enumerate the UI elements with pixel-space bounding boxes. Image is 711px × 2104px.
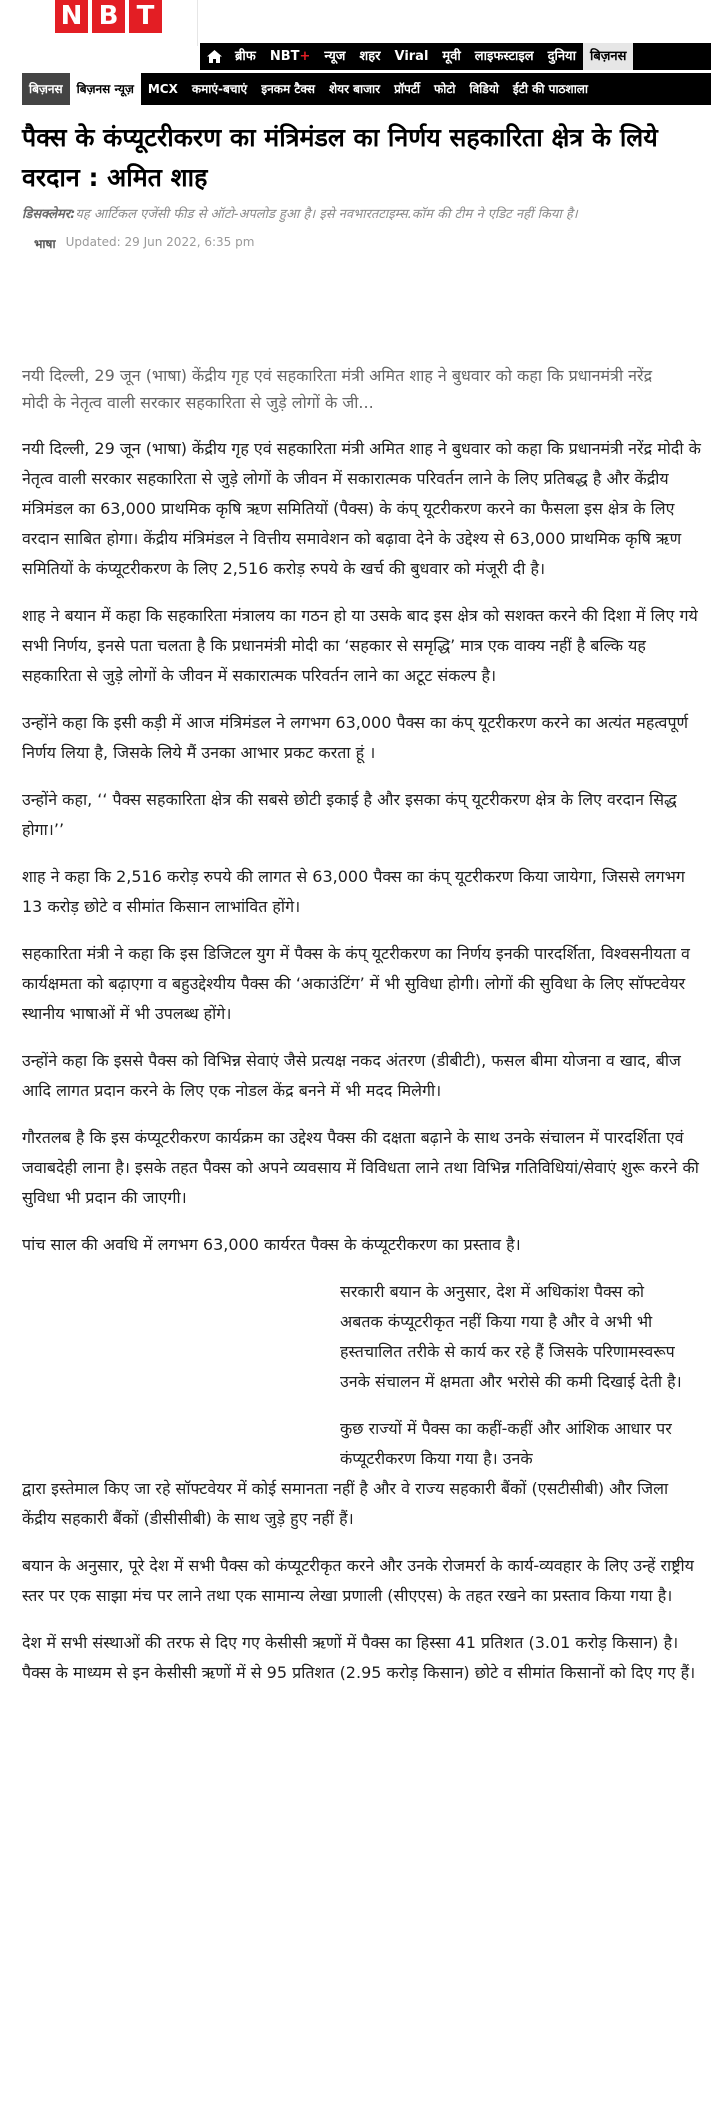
logo-letter: N [55,0,88,33]
article-paragraph: उन्होंने कहा, ‘‘ पैक्स सहकारिता क्षेत्र की सबसे छोटी इकाई है और इसका कंप् यूटरीकरण क्षेत्र के लिए वरदान सिद्ध होगा।’’ [22,790,677,839]
article-paragraph: उन्होंने कहा कि इससे पैक्स को विभिन्न सेवाएं जैसे प्रत्यक्ष नकद अंतरण (डीबीटी), फसल बीमा योजना व खाद, बीज आदि लागत प्रदान करने के लिए एक नोडल केंद्र बनने में भी मदद मिलेगी। [22,1051,681,1100]
article-paragraph: उन्होंने कहा कि इसी कड़ी में आज मंत्रिमंडल ने लगभग 63,000 पैक्स का कंप् यूटरीकरण करने का अत्यंत महत्वपूर्ण निर्णय लिया है, जिसके लिये मैं उनका आभार प्रकट करता हूं । [22,713,689,762]
logo-letter: T [129,0,162,33]
disclaimer-text: यह आर्टिकल एजेंसी फीड से ऑटो-अपलोड हुआ है। इसे नवभारतटाइम्स.कॉम की टीम ने एडिट नहीं किया है। [75,207,578,222]
article-paragraph: गौरतलब है कि इस कंप्यूटरीकरण कार्यक्रम का उद्देश्य पैक्स की दक्षता बढ़ाने के साथ उनके संचालन में पारदर्शिता एवं जवाबदेही लाना है। इसके तहत पैक्स को अपने व्यवसाय में विविधता लाने तथा विभिन्न गतिविधियां/सेवाएं शुरू करने की सुविधा भी प्रदान की जाएगी। [22,1128,699,1207]
subnav-item-photo[interactable]: फोटो [433,82,456,96]
updated-date: Updated: 29 Jun 2022, 6:35 pm [65,235,255,249]
nav-item-world[interactable]: दुनिया [547,49,576,64]
article-body [22,434,702,1705]
subnav-item-earn-save[interactable]: कमाएं-बचाएं [191,82,248,96]
subnav-item-income-tax[interactable]: इनकम टैक्स [261,82,315,96]
subnav-item-share-market[interactable]: शेयर बाजार [328,82,381,96]
nav-item-business[interactable]: बिज़नस [583,43,633,70]
article-paragraph: देश में सभी संस्थाओं की तरफ से दिए गए केसीसी ऋणों में पैक्स का हिस्सा 41 प्रतिशत (3.01 करोड़ किसान) है। पैक्स के माध्यम से इन केसीसी ऋणों में से 95 प्रतिशत (2.95 करोड़ किसान) छोटे व सीमांत किसानों को दिए गए हैं। [22,1633,696,1682]
byline [22,235,697,252]
nav-item-brief[interactable]: ब्रीफ [235,49,256,64]
masthead [0,0,711,70]
plus-icon: + [299,49,311,64]
disclaimer [22,204,677,225]
article-paragraph: बयान के अनुसार, पूरे देश में सभी पैक्स को कंप्यूटरीकृत करने और उनके रोजमर्रा के कार्य-व्यवहार के लिए उन्हें राष्ट्रीय स्तर पर एक साझा मंच पर लाने तथा एक सामान्य लेखा प्रणाली (सीएएस) के तहत रखने का प्रस्ताव किया गया है। [22,1556,694,1605]
article-paragraph: सहकारिता मंत्री ने कहा कि इस डिजिटल युग में पैक्स के कंप् यूटरीकरण का निर्णय इनकी पारदर्शिता, विश्वसनीयता व कार्यक्षमता को बढ़ाएगा व बहुउद्देश्यीय पैक्स की ‘अकाउंटिंग’ में भी सुविधा होगी। लोगों की सुविधा के लिए सॉफ्टवेयर स्थानीय भाषाओं में भी उपलब्ध होंगे। [22,944,690,1023]
article-header [22,118,697,252]
nav-item-city[interactable]: शहर [359,49,381,64]
nbt-plus-label: NBT [269,49,300,64]
article-summary: नयी दिल्ली, 29 जून (भाषा) केंद्रीय गृह एवं सहकारिता मंत्री अमित शाह ने बुधवार को कहा कि प्रधानमंत्री नरेंद्र मोदी के नेतृत्व वाली सरकार सहकारिता से जुड़े लोगों के जी... [22,366,653,412]
subnav-item-video[interactable]: विडियो [469,82,499,96]
nav-item-movie[interactable]: मूवी [442,49,461,64]
primary-nav [200,43,711,70]
logo-letter: B [92,0,125,33]
article-paragraph: पांच साल की अवधि में लगभग 63,000 कार्यरत पैक्स के कंप्यूटरीकरण का प्रस्ताव है। [22,1235,521,1254]
logo-container [0,0,198,46]
article-paragraph-wrapped: सरकारी बयान के अनुसार, देश में अधिकांश पैक्स को अबतक कंप्यूटरीकृत नहीं किया गया है और वे अभी भी हस्तचालित तरीके से कार्य कर रहे हैं जिसके परिणामस्वरूप उनके संचालन में क्षमता और भरोसे की कमी दिखाई देती है। [340,1282,682,1391]
article-paragraph: शाह ने कहा कि 2,516 करोड़ रुपये की लागत से 63,000 पैक्स का कंप् यूटरीकरण किया जायेगा, जिससे लगभग 13 करोड़ छोटे व सीमांत किसान लाभांवित होंगे। [22,867,685,916]
article-paragraph: नयी दिल्ली, 29 जून (भाषा) केंद्रीय गृह एवं सहकारिता मंत्री अमित शाह ने बुधवार को कहा कि प्रधानमंत्री नरेंद्र मोदी के नेतृत्व वाली सरकार सहकारिता से जुड़े लोगों के जीवन में सकारात्मक परिवर्तन लाने के लिए प्रतिबद्ध है और केंद्रीय मंत्रिमंडल का 63,000 प्राथमिक कृषि ऋण समितियों (पैक्स) के कंप् यूटरीकरण करने का फैसला इस क्षेत्र के लिए वरदान साबित होगा। केंद्रीय मंत्रिमंडल ने वित्तीय समावेशन को बढ़ावा देने के उद्देश्य से 63,000 प्राथमिक कृषि ऋण समितियों के कंप्यूटरीकरण के लिए 2,516 करोड़ रुपये के खर्च की बुधवार को मंजूरी दी है। [22,439,701,578]
nav-item-nbt-plus[interactable] [263,43,318,70]
secondary-nav [22,73,711,105]
article-paragraph-wrapped: कुछ राज्यों में पैक्स का कहीं-कहीं और आंशिक आधार पर कंप्यूटरीकरण किया गया है। उनके [340,1419,672,1468]
disclaimer-label: डिसक्लेमर: [22,207,76,222]
subnav-item-et-pathshala[interactable]: ईटी की पाठशाला [512,82,589,96]
subnav-item-property[interactable]: प्रॉपर्टी [394,82,420,96]
nav-item-lifestyle[interactable]: लाइफस्टाइल [474,49,534,64]
subnav-item-mcx[interactable]: MCX [147,82,178,96]
nav-item-news[interactable]: न्यूज [324,49,346,64]
article-paragraph: द्वारा इस्तेमाल किए जा रहे सॉफ्टवेयर में कोई समानता नहीं है और वे राज्य सहकारी बैंकों (एसटीसीबी) और जिला केंद्रीय सहकारी बैंकों (डीसीसीबी) के साथ जुड़े हुए नहीं हैं। [22,1479,669,1528]
nbt-logo[interactable] [55,0,162,33]
subnav-item-business-news[interactable]: बिज़नस न्यूज़ [70,73,141,105]
article-paragraph: शाह ने बयान में कहा कि सहकारिता मंत्रालय का गठन हो या उसके बाद इस क्षेत्र को सशक्त करने की दिशा में लिए गये सभी निर्णय, इनसे पता चलता है कि प्रधानमंत्री मोदी का ‘सहकार से समृद्धि’ मात्र एक वाक्य नहीं है बल्कि यह सहकारिता से जुड़े लोगों के जीवन में सकारात्मक परिवर्तन लाने का अटूट संकल्प है। [22,606,698,685]
author-name[interactable]: भाषा [34,237,56,251]
home-icon[interactable] [200,43,228,70]
subnav-item-business[interactable]: बिज़नस [22,73,70,105]
nav-item-viral[interactable]: Viral [394,49,429,64]
article-title: पैक्स के कंप्यूटरीकरण का मंत्रिमंडल का निर्णय सहकारिता क्षेत्र के लिये वरदान : अमित शाह [22,123,658,192]
